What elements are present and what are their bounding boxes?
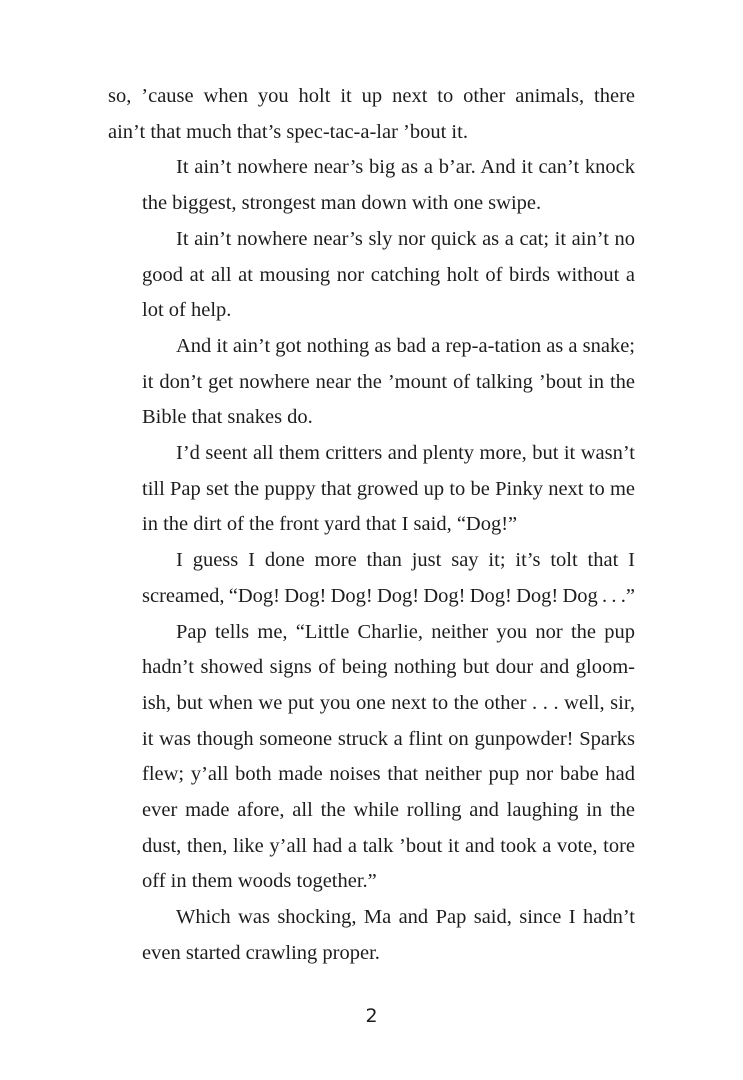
paragraph-4 — [108, 329, 635, 436]
page-number: 2 — [365, 1005, 378, 1027]
text-line: Pap tells me, “Little Charlie, neither you nor the pup — [176, 620, 635, 643]
paragraph-7 — [108, 615, 635, 901]
text-line: It ain’t nowhere near’s big as a b’ar. And it can’t knock — [176, 156, 635, 179]
text-line: off in them woods together.” — [142, 870, 377, 893]
paragraph-1 — [108, 79, 635, 150]
text-line: flew; y’all both made noises that neither pup nor babe had — [142, 763, 635, 786]
paragraph-3 — [108, 222, 635, 329]
text-line: in the dirt of the front yard that I said, “Dog!” — [142, 513, 518, 536]
text-line: ever made afore, all the while rolling and laughing in the — [142, 799, 635, 822]
paragraph-2 — [108, 150, 635, 221]
text-line: even started crawling proper. — [142, 941, 380, 964]
text-line: the biggest, strongest man down with one swipe. — [142, 192, 542, 215]
text-line: I’d seent all them critters and plenty more, but it wasn’t — [176, 442, 635, 465]
text-line: hadn’t showed signs of being nothing but dour and gloom- — [142, 656, 635, 679]
text-line: And it ain’t got nothing as bad a rep-a-tation as a snake; — [176, 334, 635, 357]
paragraph-6 — [108, 543, 635, 614]
paragraph-8 — [108, 900, 635, 971]
text-line: Bible that snakes do. — [142, 406, 313, 429]
text-line: I guess I done more than just say it; it’s tolt that I — [176, 549, 635, 572]
text-line: lot of help. — [142, 299, 232, 322]
text-line: ain’t that much that’s spec-tac-a-lar ’bout it. — [108, 120, 468, 143]
page-body — [108, 79, 635, 972]
paragraph-5 — [108, 436, 635, 543]
text-line: so, ’cause when you holt it up next to other animals, there — [108, 85, 635, 107]
text-line: ish, but when we put you one next to the other . . . well, sir, — [142, 691, 635, 714]
text-line: It ain’t nowhere near’s sly nor quick as a cat; it ain’t no — [176, 227, 635, 250]
text-line: good at all at mousing nor catching holt of birds without a — [142, 263, 635, 286]
text-line: till Pap set the puppy that growed up to be Pinky next to me — [142, 477, 635, 500]
text-line: it don’t get nowhere near the ’mount of talking ’bout in the — [142, 370, 635, 393]
text-line: Which was shocking, Ma and Pap said, since I hadn’t — [176, 906, 635, 929]
text-line: dust, then, like y’all had a talk ’bout it and took a vote, tore — [142, 834, 635, 857]
text-line: it was though someone struck a flint on gunpowder! Sparks — [142, 727, 635, 750]
text-line: screamed, “Dog! Dog! Dog! Dog! Dog! Dog! Dog! Dog . . .” — [142, 584, 635, 607]
